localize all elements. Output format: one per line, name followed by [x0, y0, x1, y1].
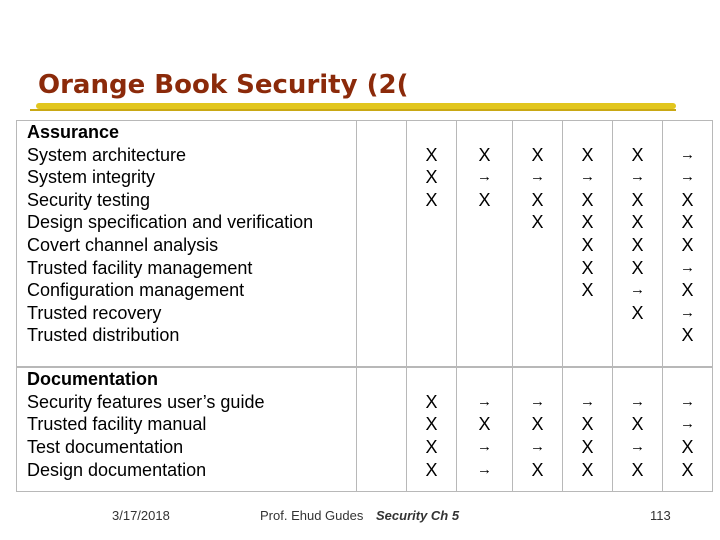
x-mark: X: [581, 257, 594, 278]
x-mark: X: [681, 459, 694, 480]
empty-mark: [357, 257, 406, 280]
no-change-arrow-icon: →: [630, 392, 645, 410]
x-mark: X: [425, 459, 438, 480]
assurance-col-1: [357, 121, 407, 368]
x-mark: X: [581, 280, 594, 301]
header-spacer: [513, 121, 562, 144]
header-spacer: [563, 368, 612, 391]
x-mark: X: [681, 189, 694, 210]
documentation-col-7: [663, 367, 713, 491]
empty-mark: [357, 211, 406, 234]
empty-mark: [407, 279, 456, 302]
no-change-arrow-icon: →: [680, 258, 695, 276]
assurance-col-4: [513, 121, 563, 368]
x-mark: X: [581, 234, 594, 255]
empty-mark: [513, 302, 562, 325]
slide-title: Orange Book Security (2(: [38, 70, 409, 100]
assurance-row-label: System architecture: [27, 144, 187, 165]
assurance-row-label: Trusted facility management: [27, 257, 253, 278]
footer-date: 3/17/2018: [112, 508, 170, 523]
documentation-row-label: Test documentation: [27, 437, 184, 458]
empty-mark: [563, 324, 612, 347]
empty-mark: [357, 279, 406, 302]
x-mark: X: [531, 144, 544, 165]
footer-page-number: 113: [650, 508, 671, 523]
no-change-arrow-icon: →: [630, 438, 645, 456]
empty-mark: [513, 279, 562, 302]
x-mark: X: [478, 144, 491, 165]
empty-mark: [457, 279, 512, 302]
empty-mark: [457, 302, 512, 325]
assurance-names-cell: [17, 121, 357, 368]
no-change-arrow-icon: →: [530, 438, 545, 456]
no-change-arrow-icon: →: [680, 392, 695, 410]
x-mark: X: [681, 280, 694, 301]
documentation-section: [17, 367, 713, 491]
documentation-header: Documentation: [27, 369, 159, 390]
empty-mark: [357, 436, 406, 459]
header-spacer: [613, 121, 662, 144]
documentation-row-label: Security features user’s guide: [27, 391, 265, 412]
no-change-arrow-icon: →: [580, 392, 595, 410]
empty-mark: [357, 189, 406, 212]
documentation-row-label: Design documentation: [27, 459, 207, 480]
empty-mark: [407, 324, 456, 347]
documentation-col-4: [513, 367, 563, 491]
x-mark: X: [478, 189, 491, 210]
empty-mark: [457, 324, 512, 347]
assurance-row-label: Trusted recovery: [27, 302, 162, 323]
empty-mark: [357, 166, 406, 189]
x-mark: X: [581, 189, 594, 210]
empty-mark: [457, 234, 512, 257]
x-mark: X: [631, 234, 644, 255]
x-mark: X: [631, 257, 644, 278]
assurance-section: [17, 121, 713, 368]
no-change-arrow-icon: →: [477, 460, 492, 478]
x-mark: X: [681, 437, 694, 458]
documentation-col-6: [613, 367, 663, 491]
empty-mark: [407, 302, 456, 325]
assurance-row-label: Security testing: [27, 189, 151, 210]
documentation-col-3: [457, 367, 513, 491]
no-change-arrow-icon: →: [680, 145, 695, 163]
assurance-col-5: [563, 121, 613, 368]
x-mark: X: [425, 189, 438, 210]
assurance-row-label: Trusted distribution: [27, 325, 180, 346]
assurance-col-7: [663, 121, 713, 368]
empty-mark: [613, 324, 662, 347]
footer-presenter: Prof. Ehud Gudes: [260, 508, 364, 523]
empty-mark: [357, 234, 406, 257]
assurance-col-6: [613, 121, 663, 368]
x-mark: X: [681, 234, 694, 255]
empty-mark: [357, 391, 406, 414]
empty-mark: [357, 459, 406, 482]
empty-mark: [513, 257, 562, 280]
empty-mark: [407, 257, 456, 280]
header-spacer: [457, 121, 512, 144]
assurance-row-label: Design specification and verification: [27, 212, 314, 233]
empty-mark: [357, 144, 406, 167]
empty-mark: [513, 324, 562, 347]
documentation-row-label: Trusted facility manual: [27, 414, 207, 435]
x-mark: X: [478, 414, 491, 435]
header-spacer: [613, 368, 662, 391]
no-change-arrow-icon: →: [477, 168, 492, 186]
x-mark: X: [631, 212, 644, 233]
empty-mark: [513, 234, 562, 257]
no-change-arrow-icon: →: [680, 415, 695, 433]
x-mark: X: [531, 189, 544, 210]
documentation-col-2: [407, 367, 457, 491]
x-mark: X: [631, 414, 644, 435]
empty-mark: [563, 302, 612, 325]
x-mark: X: [425, 167, 438, 188]
x-mark: X: [531, 212, 544, 233]
x-mark: X: [581, 212, 594, 233]
assurance-row-label: Covert channel analysis: [27, 234, 219, 255]
x-mark: X: [631, 302, 644, 323]
title-underline-thin: [30, 109, 676, 111]
header-spacer: [513, 368, 562, 391]
header-spacer: [407, 368, 456, 391]
no-change-arrow-icon: →: [580, 168, 595, 186]
header-spacer: [663, 368, 712, 391]
no-change-arrow-icon: →: [530, 392, 545, 410]
x-mark: X: [631, 144, 644, 165]
empty-mark: [357, 302, 406, 325]
empty-mark: [407, 211, 456, 234]
criteria-table: [16, 120, 713, 492]
empty-mark: [457, 211, 512, 234]
no-change-arrow-icon: →: [630, 281, 645, 299]
x-mark: X: [531, 414, 544, 435]
documentation-col-5: [563, 367, 613, 491]
x-mark: X: [631, 189, 644, 210]
header-spacer: [663, 121, 712, 144]
no-change-arrow-icon: →: [680, 303, 695, 321]
assurance-col-3: [457, 121, 513, 368]
no-change-arrow-icon: →: [680, 168, 695, 186]
x-mark: X: [581, 459, 594, 480]
x-mark: X: [681, 325, 694, 346]
x-mark: X: [425, 414, 438, 435]
no-change-arrow-icon: →: [630, 168, 645, 186]
empty-mark: [457, 257, 512, 280]
empty-mark: [407, 234, 456, 257]
documentation-names-cell: [17, 367, 357, 491]
header-spacer: [457, 368, 512, 391]
x-mark: X: [631, 459, 644, 480]
no-change-arrow-icon: →: [477, 392, 492, 410]
x-mark: X: [581, 437, 594, 458]
assurance-header: Assurance: [27, 122, 120, 142]
assurance-col-2: [407, 121, 457, 368]
header-spacer: [357, 121, 406, 144]
header-spacer: [357, 368, 406, 391]
assurance-row-label: System integrity: [27, 167, 156, 188]
empty-mark: [357, 324, 406, 347]
assurance-row-label: Configuration management: [27, 280, 245, 301]
x-mark: X: [581, 144, 594, 165]
no-change-arrow-icon: →: [477, 438, 492, 456]
header-spacer: [407, 121, 456, 144]
header-spacer: [563, 121, 612, 144]
x-mark: X: [425, 391, 438, 412]
x-mark: X: [581, 414, 594, 435]
x-mark: X: [425, 144, 438, 165]
x-mark: X: [681, 212, 694, 233]
empty-mark: [357, 413, 406, 436]
documentation-col-1: [357, 367, 407, 491]
footer-course: Security Ch 5: [376, 508, 460, 523]
no-change-arrow-icon: →: [530, 168, 545, 186]
x-mark: X: [531, 459, 544, 480]
x-mark: X: [425, 437, 438, 458]
